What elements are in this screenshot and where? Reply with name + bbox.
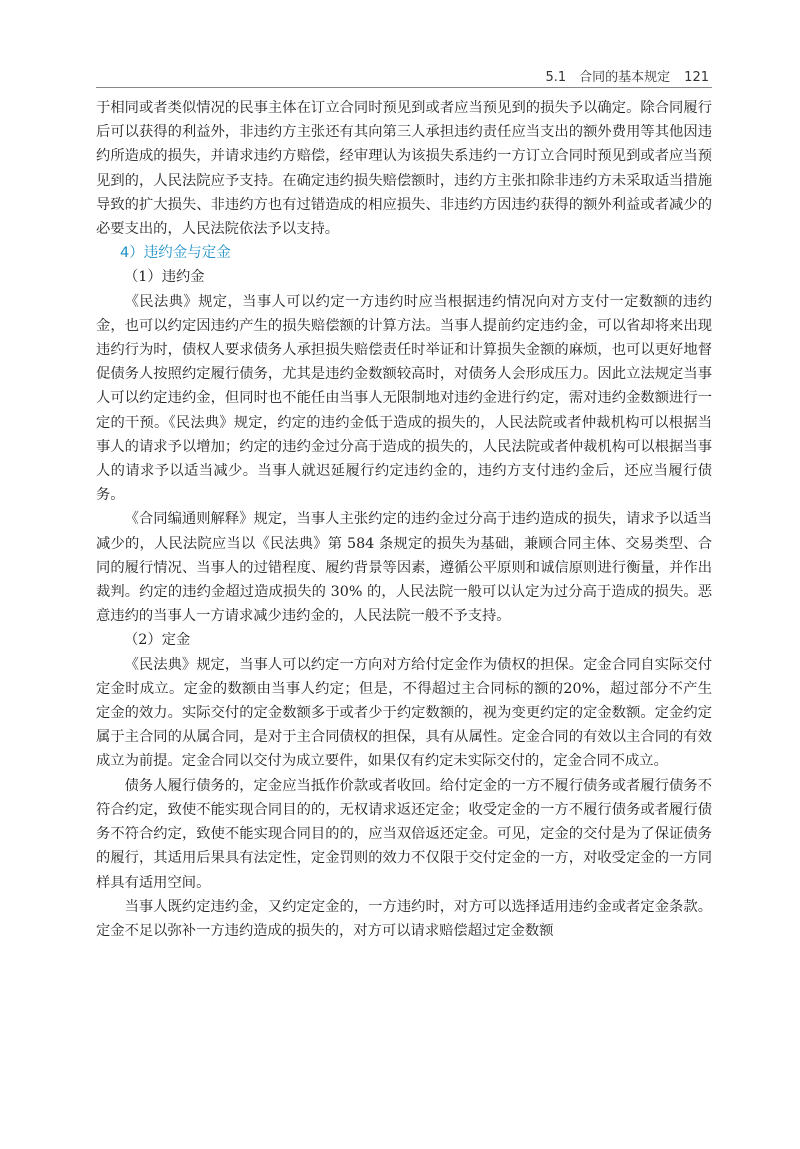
section-heading: 4）违约金与定金	[120, 245, 231, 262]
subheading-deposit: （2）定金	[124, 632, 191, 649]
paragraph-intro-continued: 于相同或者类似情况的民事主体在订立合同时预见到或者应当预见到的损失予以确定。除合同履行后可以获得的利益外，非违约方主张还有其向第三人承担违约责任应当支出的额外费用等其他因违约所造成的损失，并请求违约方赔偿，经审理认为该损失系违约一方订立合同时预见到或者应当预见到的，人民法院应予支持。在确定违约损失赔偿额时，违约方主张扣除非违约方未采取适当措施导致的扩大损失、非违约方也有过错造成的相应损失、非违约方因违约获得的额外利益或者减少的必要支出的，人民法院依法予以支持。	[96, 100, 712, 238]
paragraph-debtor-performance: 债务人履行债务的，定金应当抵作价款或者收回。给付定金的一方不履行债务或者履行债务不符合约定，致使不能实现合同目的的，无权请求返还定金；收受定金的一方不履行债务或者履行债务不符合约定，致使不能实现合同目的的，应当双倍返还定金。可见，定金的交付是为了保证债务的履行，其适用后果具有法定性，定金罚则的效力不仅限于交付定金的一方，对收受定金的一方同样具有适用空间。	[96, 777, 712, 891]
header-rule	[96, 87, 712, 88]
header-section-title: 5.1 合同的基本规定	[545, 70, 671, 85]
header-text	[545, 66, 709, 85]
running-header	[0, 60, 800, 90]
paragraph-contract-interpretation: 《合同编通则解释》规定，当事人主张约定的违约金过分高于违约造成的损失，请求予以适当减少的，人民法院应当以《民法典》第 584 条规定的损失为基础，兼顾合同主体、交易类型、合同的履行情况、当事人的过错程度、履约背景等因素，遵循公平原则和诚信原则进行衡量，并作出裁判。约定的违约金超过造成损失的 30% 的，人民法院一般可以认定为过分高于造成的损失。恶意违约的当事人一方请求减少违约金的，人民法院一般不予支持。	[96, 511, 712, 625]
subheading-liquidated-damages: （1）违约金	[124, 269, 205, 286]
page-body	[96, 96, 712, 943]
paragraph-civil-code-liquidated-damages: 《民法典》规定，当事人可以约定一方违约时应当根据违约情况向对方支付一定数额的违约金，也可以约定因违约产生的损失赔偿额的计算方法。当事人提前约定违约金，可以省却将来出现违约行为时，债权人要求债务人承担损失赔偿责任时举证和计算损失金额的麻烦，也可以更好地督促债务人按照约定履行债务，尤其是违约金数额较高时，对债务人会形成压力。因此立法规定当事人可以约定违约金，但同时也不能任由当事人无限制地对违约金进行约定，需对违约金数额进行一定的干预。《民法典》规定，约定的违约金低于造成的损失的，人民法院或者仲裁机构可以根据当事人的请求予以增加；约定的违约金过分高于造成的损失的，人民法院或者仲裁机构可以根据当事人的请求予以适当减少。当事人就迟延履行约定违约金的，违约方支付违约金后，还应当履行债务。	[96, 293, 712, 504]
page-number: 121	[684, 70, 709, 85]
paragraph-civil-code-deposit: 《民法典》规定，当事人可以约定一方向对方给付定金作为债权的担保。定金合同自实际交付定金时成立。定金的数额由当事人约定；但是，不得超过主合同标的额的20%，超过部分不产生定金的效力。实际交付的定金数额多于或者少于约定数额的，视为变更约定的定金数额。定金约定属于主合同的从属合同，是对于主合同债权的担保，具有从属性。定金合同的有效以主合同的有效成立为前提。定金合同以交付为成立要件，如果仅有约定未实际交付的，定金合同不成立。	[96, 656, 712, 770]
paragraph-both-agreed: 当事人既约定违约金，又约定定金的，一方违约时，对方可以选择适用违约金或者定金条款。定金不足以弥补一方违约造成的损失的，对方可以请求赔偿超过定金数额	[96, 898, 712, 939]
